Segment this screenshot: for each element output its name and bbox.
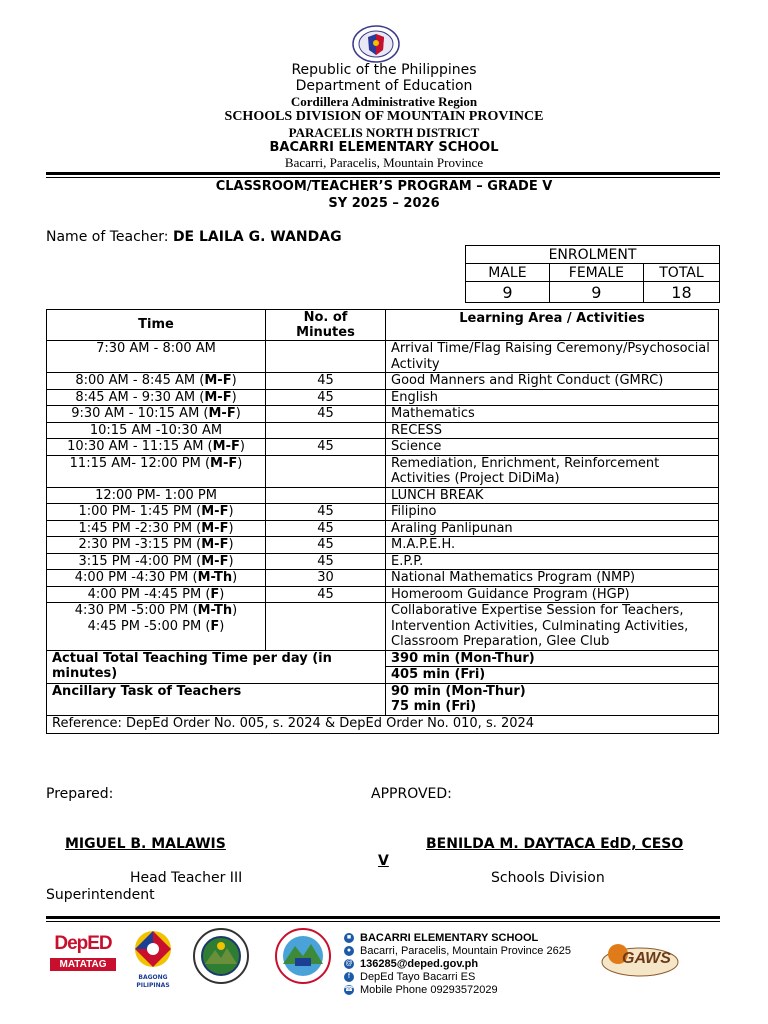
days-text: M-F (210, 455, 238, 471)
time-cell (47, 504, 266, 521)
time-cell (47, 373, 266, 390)
ancillary-fri: 75 min (Fri) (391, 699, 477, 714)
female-label: FEMALE (549, 264, 643, 282)
footer-school-row (344, 932, 571, 945)
deped-matatag-logo (50, 932, 116, 984)
activity-cell: LUNCH BREAK (386, 487, 719, 504)
header-activities: Learning Area / Activities (386, 310, 719, 341)
time-text: 4:30 PM -5:00 PM ( (74, 603, 198, 618)
time-close-paren: ) (219, 618, 225, 634)
division-line: SCHOOLS DIVISION OF MOUNTAIN PROVINCE (224, 109, 544, 124)
teacher-label: Name of Teacher: (46, 229, 173, 245)
time-cell (47, 487, 266, 504)
minutes-cell: 45 (266, 406, 386, 423)
time-range (52, 423, 260, 439)
time-range (52, 521, 260, 537)
phone-icon: ☎ (344, 986, 354, 994)
days-text: M-F (201, 537, 229, 552)
footer-divider-thin (46, 921, 720, 922)
approver-name: BENILDA M. DAYTACA EdD, CESO (426, 836, 684, 852)
time-cell (47, 406, 266, 423)
bagong-pilipinas-text: BAGONG PILIPINAS (136, 974, 170, 989)
minutes-cell: 30 (266, 570, 386, 587)
days-text: M-F (204, 389, 232, 405)
time-range (52, 554, 260, 570)
total-values (386, 650, 719, 683)
time-cell (47, 389, 266, 406)
footer-school-name: BACARRI ELEMENTARY SCHOOL (360, 932, 539, 944)
time-text: 1:00 PM- 1:45 PM ( (78, 504, 202, 519)
school-year: SY 2025 – 2026 (328, 196, 440, 211)
activity-cell: RECESS (386, 422, 719, 439)
school-address: Bacarri, Paracelis, Mountain Province (284, 155, 484, 170)
activity-cell: Araling Panlipunan (386, 520, 719, 537)
footer-phone: Mobile Phone 09293572029 (360, 984, 498, 996)
time-cell (47, 553, 266, 570)
days-text: F (210, 586, 220, 602)
activity-cell: Mathematics (386, 406, 719, 423)
minutes-cell: 45 (266, 389, 386, 406)
time-text: 4:45 PM -5:00 PM ( (87, 618, 211, 634)
activity-cell: Filipino (386, 504, 719, 521)
table-row (47, 439, 719, 456)
minutes-cell (266, 422, 386, 439)
teacher-name: DE LAILA G. WANDAG (172, 229, 342, 245)
time-range (52, 570, 260, 586)
email-icon: @ (345, 960, 353, 968)
time-cell (47, 586, 266, 603)
school-icon: ■ (344, 933, 354, 943)
time-text: 10:15 AM -10:30 AM (89, 422, 223, 438)
time-range (52, 439, 260, 455)
time-cell (47, 537, 266, 554)
time-text: 3:15 PM -4:00 PM ( (78, 553, 202, 569)
minutes-cell: 45 (266, 504, 386, 521)
activity-cell: Collaborative Expertise Session for Teachers, Intervention Activities, Culminating Activities, Classroom Preparation, Glee Club (386, 603, 719, 651)
time-range (52, 406, 260, 422)
approver-title-continued: Superintendent (46, 887, 155, 903)
table-row (47, 504, 719, 521)
minutes-cell (266, 341, 386, 373)
table-row (47, 389, 719, 406)
time-close-paren: ) (219, 586, 225, 602)
footer-facebook-row (344, 971, 571, 984)
total-row (47, 650, 719, 683)
table-row (47, 373, 719, 390)
time-range (52, 537, 260, 553)
days-text: M-F (201, 520, 229, 536)
bagong-pilipinas-logo (122, 928, 184, 989)
total-mon-thu: 390 min (Mon-Thur) (386, 651, 718, 668)
approver-title: Schools Division (491, 870, 605, 886)
footer-email-row (344, 958, 571, 971)
ancillary-label: Ancillary Task of Teachers (47, 683, 386, 715)
header-minutes: No. of Minutes (266, 310, 386, 341)
matatag-wordmark: MATATAG (50, 958, 116, 971)
reference-text: Reference: DepEd Order No. 005, s. 2024 & DepEd Order No. 010, s. 2024 (47, 715, 719, 733)
time-text: 8:00 AM - 8:45 AM ( (75, 373, 205, 388)
ancillary-values (386, 683, 719, 715)
time-close-paren: ) (232, 570, 238, 585)
time-close-paren: ) (228, 520, 234, 536)
time-text: 10:30 AM - 11:15 AM ( (67, 439, 213, 454)
table-row (47, 406, 719, 423)
minutes-cell: 45 (266, 553, 386, 570)
footer-phone-row (344, 984, 571, 997)
time-range (52, 587, 260, 603)
footer-divider (46, 916, 720, 919)
time-range (52, 603, 260, 619)
gaws-wordmark: GAWS (622, 950, 671, 967)
gaws-logo (600, 940, 680, 980)
time-close-paren: ) (228, 553, 234, 569)
table-row (47, 553, 719, 570)
department-line: Department of Education (295, 78, 473, 94)
activity-cell: English (386, 389, 719, 406)
school-name: BACARRI ELEMENTARY SCHOOL (269, 140, 499, 155)
days-text: M-F (204, 373, 232, 388)
program-title: CLASSROOM/TEACHER’S PROGRAM – GRADE V (215, 179, 553, 194)
days-text: M-F (201, 504, 229, 519)
days-text: M-F (212, 439, 240, 454)
time-text: 2:30 PM -3:15 PM ( (78, 537, 202, 552)
activity-cell: Remediation, Enrichment, Reinforcement Activities (Project DiDiMa) (386, 455, 719, 487)
minutes-cell (266, 487, 386, 504)
days-text: M-Th (197, 603, 233, 618)
enrolment-heading: ENROLMENT (466, 246, 720, 264)
approver-suffix: V (378, 853, 389, 869)
time-range (52, 341, 260, 357)
header-divider (46, 172, 720, 175)
time-cell (47, 439, 266, 456)
time-close-paren: ) (235, 406, 241, 421)
total-fri: 405 min (Fri) (391, 667, 486, 682)
female-count: 9 (549, 282, 643, 303)
schedule-table (46, 309, 719, 734)
time-text: 12:00 PM- 1:00 PM (95, 487, 217, 503)
time-text: 7:30 AM - 8:00 AM (96, 341, 216, 356)
days-text: M-F (201, 553, 229, 569)
enrolment-table (465, 245, 720, 303)
preparer-title: Head Teacher III (130, 870, 243, 886)
table-row (47, 603, 719, 651)
activity-cell: Arrival Time/Flag Raising Ceremony/Psychosocial Activity (386, 341, 719, 373)
time-text: 9:30 AM - 10:15 AM ( (71, 406, 209, 421)
footer-address: Bacarri, Paracelis, Mountain Province 2625 (360, 945, 571, 957)
male-label: MALE (466, 264, 550, 282)
region-line: Cordillera Administrative Region (290, 94, 478, 109)
footer-email[interactable]: 136285@deped.gov.ph (360, 958, 479, 970)
table-row (47, 520, 719, 537)
activity-cell: Good Manners and Right Conduct (GMRC) (386, 373, 719, 390)
table-header-row (47, 310, 719, 341)
approved-label: APPROVED: (371, 786, 452, 802)
days-text: F (210, 618, 220, 634)
activity-cell: Science (386, 439, 719, 456)
time-close-paren: ) (231, 373, 237, 388)
time-range (52, 504, 260, 520)
table-row (47, 586, 719, 603)
table-row (47, 487, 719, 504)
time-range (52, 373, 260, 389)
time-cell (47, 341, 266, 373)
minutes-cell: 45 (266, 373, 386, 390)
header-time: Time (47, 310, 266, 341)
activity-cell: National Mathematics Program (NMP) (386, 570, 719, 587)
footer-facebook[interactable]: DepEd Tayo Bacarri ES (360, 971, 476, 983)
teacher-line (46, 229, 342, 245)
time-close-paren: ) (228, 504, 234, 519)
days-text: M-F (208, 406, 236, 421)
division-seal-logo (191, 928, 251, 984)
time-cell (47, 520, 266, 537)
table-row (47, 537, 719, 554)
minutes-cell (266, 455, 386, 487)
minutes-cell: 45 (266, 439, 386, 456)
total-count: 18 (643, 282, 719, 303)
minutes-cell: 45 (266, 537, 386, 554)
time-text: 4:00 PM -4:30 PM ( (74, 570, 198, 585)
total-label: TOTAL (643, 264, 719, 282)
time-text: 4:00 PM -4:45 PM ( (87, 586, 211, 602)
deped-seal-logo (352, 25, 400, 63)
activity-cell: Homeroom Guidance Program (HGP) (386, 586, 719, 603)
time-close-paren: ) (237, 455, 243, 471)
bagong-pilipinas-emblem (130, 928, 176, 970)
table-row (47, 570, 719, 587)
time-close-paren: ) (231, 389, 237, 405)
time-cell (47, 603, 266, 651)
days-text: M-Th (197, 570, 233, 585)
reference-row (47, 715, 719, 733)
time-close-paren: ) (228, 537, 234, 552)
time-cell (47, 455, 266, 487)
bacarri-school-seal-logo (273, 928, 333, 984)
ancillary-mon-thu: 90 min (Mon-Thur) (391, 683, 526, 699)
republic-line: Republic of the Philippines (291, 62, 477, 78)
prepared-label: Prepared: (46, 786, 114, 802)
preparer-name: MIGUEL B. MALAWIS (65, 836, 226, 852)
minutes-cell: 45 (266, 520, 386, 537)
table-row (47, 341, 719, 373)
time-range (52, 619, 260, 635)
male-count: 9 (466, 282, 550, 303)
deped-wordmark: DepED (54, 933, 112, 954)
time-cell (47, 422, 266, 439)
time-text: 8:45 AM - 9:30 AM ( (75, 389, 205, 405)
time-text: 1:45 PM -2:30 PM ( (78, 520, 202, 536)
time-close-paren: ) (239, 439, 245, 454)
table-row (47, 455, 719, 487)
activity-cell: M.A.P.E.H. (386, 537, 719, 554)
time-close-paren: ) (232, 603, 238, 618)
footer-contact (344, 932, 571, 997)
minutes-cell (266, 603, 386, 651)
time-range (52, 456, 260, 472)
time-text: 11:15 AM- 12:00 PM ( (69, 455, 211, 471)
time-range (52, 488, 260, 504)
total-label: Actual Total Teaching Time per day (in minutes) (47, 650, 386, 683)
minutes-cell: 45 (266, 586, 386, 603)
district-line: PARACELIS NORTH DISTRICT (288, 125, 480, 140)
facebook-icon: f (344, 972, 354, 982)
location-pin-icon: ● (344, 946, 354, 956)
time-cell (47, 570, 266, 587)
table-row (47, 422, 719, 439)
footer-address-row (344, 945, 571, 958)
time-range (52, 390, 260, 406)
activity-cell: E.P.P. (386, 553, 719, 570)
ancillary-row (47, 683, 719, 715)
